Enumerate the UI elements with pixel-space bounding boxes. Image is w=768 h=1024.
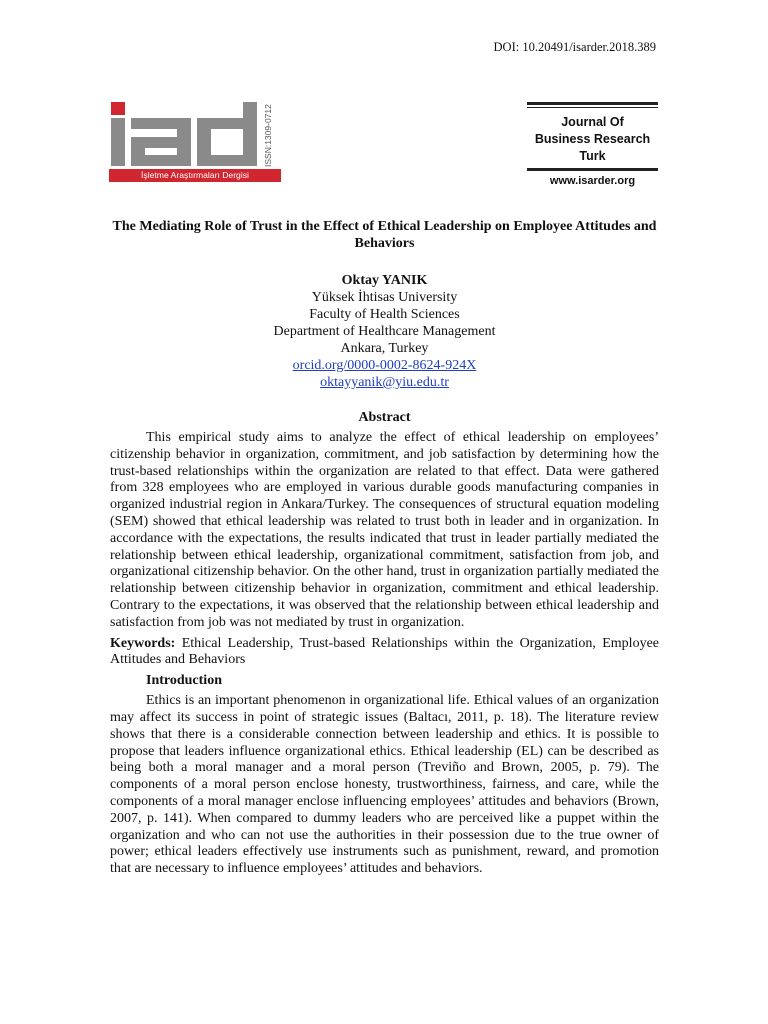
journal-box [527,102,658,187]
keywords-text: Ethical Leadership, Trust-based Relationships within the Organization, Employee Attitudes and Behaviors [110,635,659,668]
journal-title-line: Turk [579,149,606,163]
journal-url: www.isarder.org [549,175,636,187]
author-faculty: Faculty of Health Sciences [309,307,460,322]
logo-tagline: İşletme Araştırmaları Dergisi [109,169,281,182]
logo-dot-icon [111,102,125,115]
author-name: Oktay YANIK [341,273,428,288]
logo-letter-i [111,118,125,166]
journal-top-rule [527,102,658,105]
introduction-text: Ethics is an important phenomenon in organizational life. Ethical values of an organization may affect its success in point of strategic issues (Baltacı, 2011, p. 18). The literature review shows that there is a considerable connection between leadership and ethics. It is possible to propose that leaders influence organizational ethics. Ethical leadership (EL) can be described as being both a moral manager and a moral person (Treviño and Brown, 2005, p. 79). The components of a moral person enclose honesty, trustworthiness, fairness, and care, while the components of a moral manager enclose influencing employees’ attitudes and behaviors (Brown, 2007, p. 141). When compared to dummy leaders who are perceived like a puppet within the organization and who can not use the authorities in their possession due to the true owner of power; ethical leaders effectively use instruments such as punishment, reward, and promotion that are necessary to influence employees’ attitudes and behaviors. [110,693,659,877]
doi-label: DOI: 10.20491/isarder.2018.389 [493,40,656,54]
email-link[interactable]: oktayyanik@yiu.edu.tr [320,375,449,390]
logo-issn: ISSN:1309-0712 [263,104,273,167]
author-location: Ankara, Turkey [340,341,429,356]
logo-letter-a [131,118,191,166]
journal-title [527,108,658,168]
author-university: Yüksek İhtisas University [311,290,458,305]
abstract-heading: Abstract [358,410,411,425]
journal-bottom-rule [527,168,658,171]
journal-title-line: Business Research [534,132,651,146]
introduction-heading: Introduction [146,673,222,689]
keywords [110,636,659,670]
journal-title-line: Journal Of [561,115,624,129]
journal-logo [109,102,281,184]
logo-letter-d [197,118,257,166]
paper-body [110,218,659,878]
paper-title: The Mediating Role of Trust in the Effect of Ethical Leadership on Employee Attitudes and Behaviors [112,219,657,251]
orcid-link[interactable]: orcid.org/0000-0002-8624-924X [292,358,477,373]
keywords-label: Keywords: [110,635,176,651]
author-department: Department of Healthcare Management [273,324,496,339]
abstract-text: This empirical study aims to analyze the effect of ethical leadership on employees’ citizenship behavior in organization, commitment, and job satisfaction by determining how the trust-based relationships within the organization are related to that effect. Data were gathered from 328 employees who are employed in various durable goods manufacturing companies in organized industrial region in Ankara/Turkey. The consequences of structural equation modeling (SEM) showed that ethical leadership was related to trust both in leader and in organization. In accordance with the expectations, the results indicated that trust in leader partially mediated the relationship between ethical leadership, organizational commitment, satisfaction from job, and organizational citizenship behavior. On the other hand, trust in organization partially mediated the relationship between citizenship behavior in organization, commitment and ethical leadership. Contrary to the expectations, it was observed that the relationship between ethical leadership and satisfaction from job was not mediated by trust in organization. [110,430,659,630]
author-block [110,272,659,391]
